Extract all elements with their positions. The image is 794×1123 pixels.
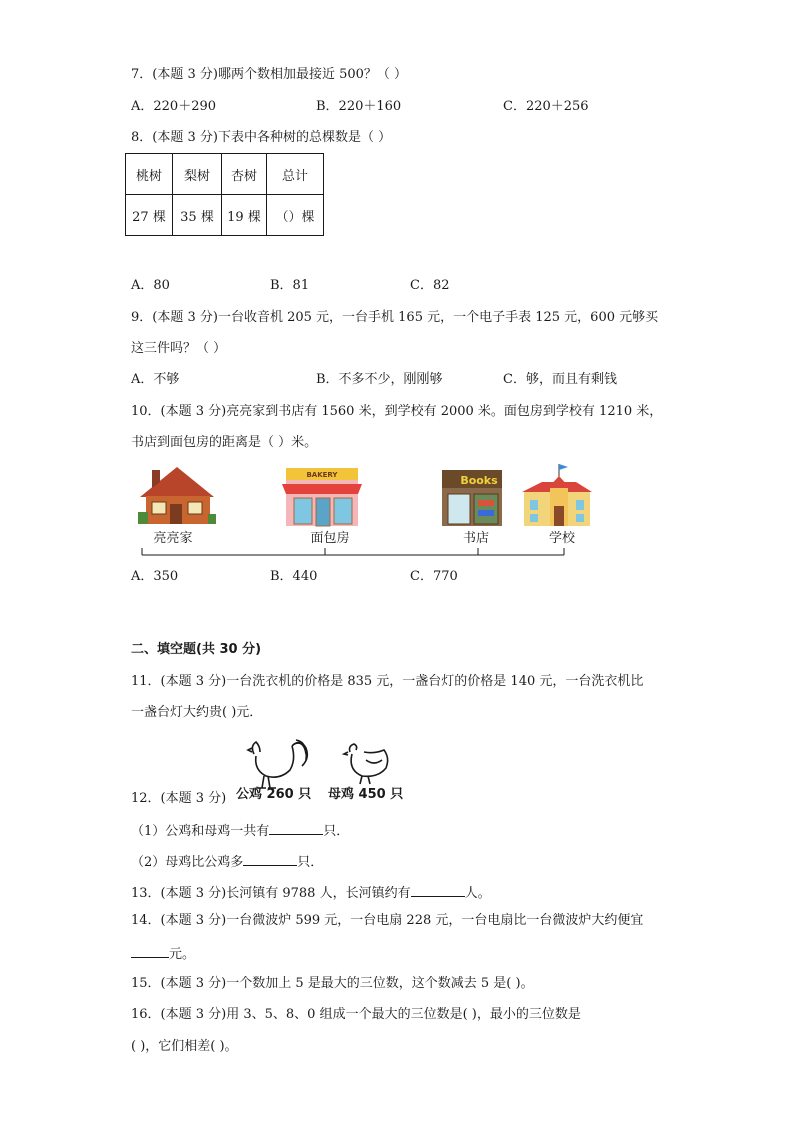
rooster-count-label: 公鸡 260 只 <box>236 787 312 802</box>
q11-stem-line2: 一盏台灯大约贵( )元． <box>131 705 263 720</box>
q11-stem-line1: 11．(本题 3 分)一台洗衣机的价格是 835 元，一盏台灯的价格是 140 元，一台洗衣机比 <box>131 674 644 689</box>
table-header-row <box>126 154 324 195</box>
q7-option-b[interactable]: B．220＋160 <box>316 99 402 114</box>
table-header-cell: 杏树 <box>222 154 267 195</box>
books-sign-text: Books <box>460 474 498 487</box>
q10-option-c[interactable]: C．770 <box>410 569 458 584</box>
table-header-cell: 梨树 <box>173 154 222 195</box>
q8-option-a[interactable]: A．80 <box>131 278 170 293</box>
place-label-bookstore: 书店 <box>462 531 490 546</box>
q12-sub1 <box>131 820 349 841</box>
q10-stem-line1: 10．(本题 3 分)亮亮家到书店有 1560 米，到学校有 2000 米。面包房到学校有 1210 米， <box>131 404 663 419</box>
route-line <box>142 548 564 555</box>
q8-option-b[interactable]: B．81 <box>270 278 310 293</box>
q12-sub1-text: （1）公鸡和母鸡一共有 <box>131 824 270 839</box>
q9-stem-line2: 这三件吗？（ ） <box>131 341 227 356</box>
q12-stem: 12．(本题 3 分) <box>131 791 227 806</box>
q10-option-a[interactable]: A．350 <box>131 569 179 584</box>
answer-blank[interactable] <box>131 943 169 958</box>
answer-blank[interactable] <box>243 851 297 866</box>
q10-stem-line2: 书店到面包房的距离是（ ）米。 <box>131 435 318 450</box>
table-cell: 27 棵 <box>126 195 173 236</box>
table-cell: （）棵 <box>267 195 324 236</box>
q14-line2 <box>131 943 195 964</box>
answer-blank[interactable] <box>269 820 323 835</box>
q16-stem-line1: 16．(本题 3 分)用 3、5、8、0 组成一个最大的三位数是( )，最小的三位数是 <box>131 1007 581 1022</box>
q14-unit: 元。 <box>169 947 196 962</box>
q8-option-c[interactable]: C．82 <box>410 278 450 293</box>
house-icon <box>138 467 216 524</box>
q12-sub2-text: （2）母鸡比公鸡多 <box>131 855 244 870</box>
q9-option-b[interactable]: B．不多不少，刚刚够 <box>316 372 443 387</box>
answer-blank[interactable] <box>411 882 465 897</box>
bakery-sign-text: BAKERY <box>306 471 338 479</box>
q15-stem: 15．(本题 3 分)一个数加上 5 是最大的三位数，这个数减去 5 是( )。 <box>131 976 534 991</box>
q14-stem-line1: 14．(本题 3 分)一台微波炉 599 元，一台电扇 228 元，一台电扇比一台微波炉大约便宜 <box>131 913 644 928</box>
hen-icon <box>344 744 388 784</box>
place-label-bakery: 面包房 <box>310 531 350 546</box>
q9-stem-line1: 9．(本题 3 分)一台收音机 205 元，一台手机 165 元，一个电子手表 125 元，600 元够买 <box>131 310 659 325</box>
q7-option-a[interactable]: A．220＋290 <box>131 99 217 114</box>
q7-stem: 7．(本题 3 分)哪两个数相加最接近 500？（ ） <box>131 67 408 82</box>
hen-count-label: 母鸡 450 只 <box>328 787 404 802</box>
q7-option-c[interactable]: C．220＋256 <box>503 99 589 114</box>
q12-sub1-unit: 只． <box>323 824 350 839</box>
table-header-cell: 桃树 <box>126 154 173 195</box>
q8-stem: 8．(本题 3 分)下表中各种树的总棵数是（ ） <box>131 130 392 145</box>
q12-sub2-unit: 只． <box>297 855 324 870</box>
route-diagram <box>130 462 600 562</box>
school-icon <box>522 464 592 526</box>
place-label-school: 学校 <box>548 531 576 546</box>
section-title: 二、填空题(共 30 分) <box>131 642 262 657</box>
tree-count-table <box>125 153 324 236</box>
q9-option-c[interactable]: C．够，而且有剩钱 <box>503 372 617 387</box>
table-row <box>126 195 324 236</box>
place-label-home: 亮亮家 <box>153 531 193 546</box>
q12-sub2 <box>131 851 323 872</box>
chickens-illustration <box>236 734 408 804</box>
table-cell: 19 棵 <box>222 195 267 236</box>
q9-option-a[interactable]: A．不够 <box>131 372 180 387</box>
bakery-icon <box>282 468 362 526</box>
q16-stem-line2: ( )，它们相差( )。 <box>131 1039 238 1054</box>
table-header-cell: 总计 <box>267 154 324 195</box>
table-cell: 35 棵 <box>173 195 222 236</box>
rooster-icon <box>248 740 307 788</box>
q10-option-b[interactable]: B．440 <box>270 569 318 584</box>
q13-unit: 人。 <box>464 886 491 901</box>
q13 <box>131 882 491 903</box>
q13-text: 13．(本题 3 分)长河镇有 9788 人，长河镇约有 <box>131 886 411 901</box>
bookstore-icon <box>442 470 502 526</box>
